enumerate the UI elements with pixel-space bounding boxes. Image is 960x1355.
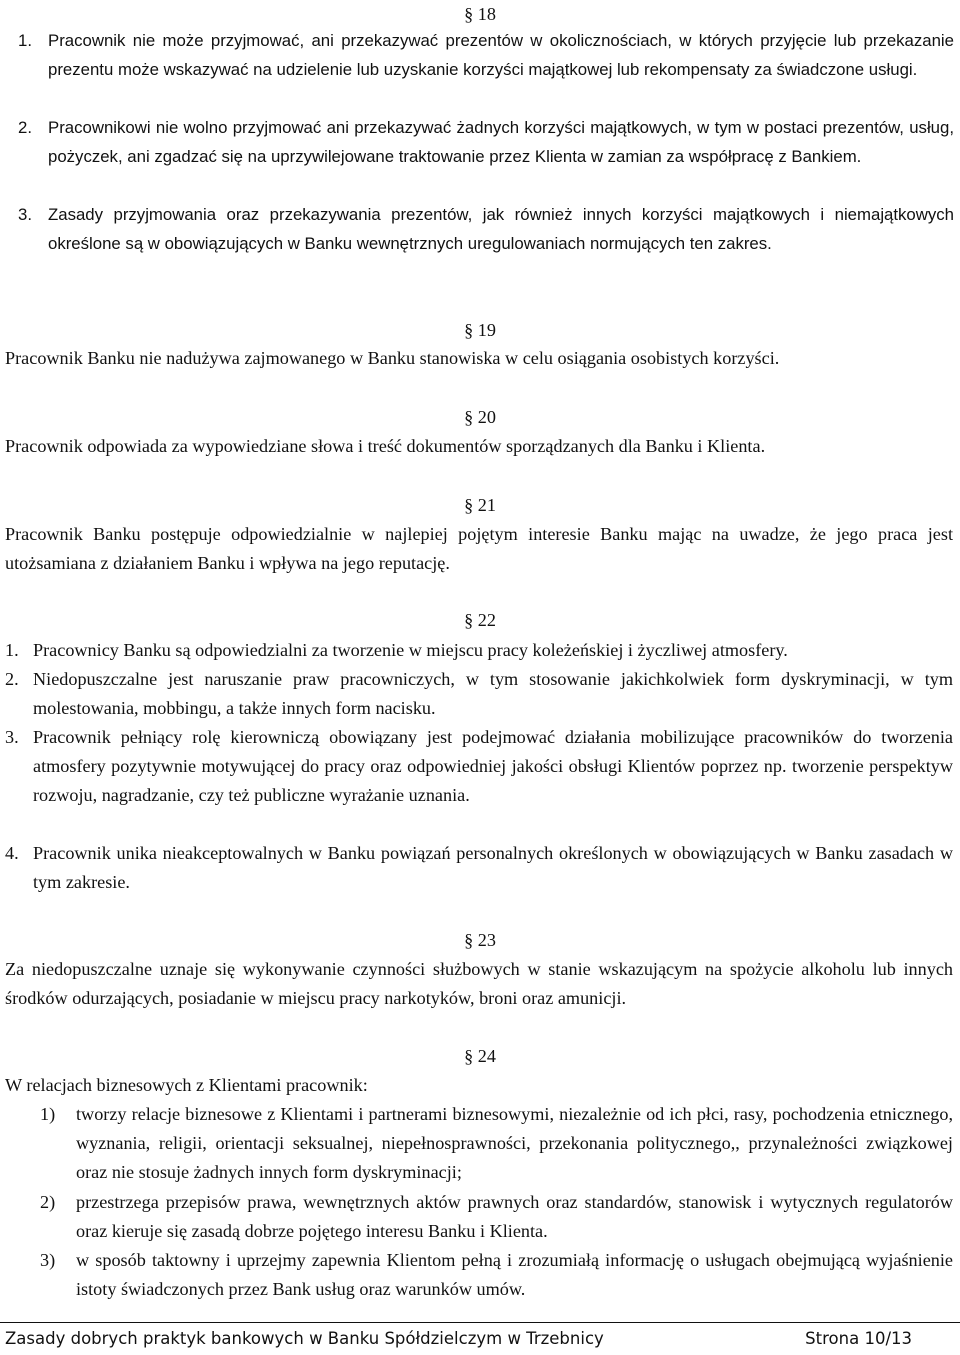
section-18-heading: § 18 — [464, 4, 496, 24]
section-21-text: Pracownik Banku postępuje odpowiedzialnie w najlepiej pojętym interesie Banku mając na uwadze, że jego praca jest utożsamiana z działaniem Banku i wpływa na jego reputację. — [5, 524, 953, 573]
section-19-heading: § 19 — [464, 320, 496, 340]
item-text: w sposób taktowny i uprzejmy zapewnia Klientom pełną i zrozumiałą informację o usługach obejmującą wyjaśnienie istoty świadczonych przez Bank usług oraz warunków umów. — [76, 1250, 953, 1299]
item-text: Zasady przyjmowania oraz przekazywania prezentów, jak również innych korzyści majątkowych i niemajątkowych określone są w obowiązujących w Banku wewnętrznych uregulowaniach normujących ten zakres. — [48, 205, 954, 253]
item-text: Pracownik nie może przyjmować, ani przekazywać prezentów w okolicznościach, w których przyjęcie lub przekazanie prezentu może wskazywać na udzielenie lub uzyskanie korzyści majątkowej lub rekompensaty za świadczone usługi. — [48, 31, 954, 79]
item-text: tworzy relacje biznesowe z Klientami i partnerami biznesowymi, niezależnie od ich płci, rasy, pochodzenia etnicznego, wyznania, religii, orientacji seksualnej, niepełnosprawności, przekonania politycznego,, przynależności związkowej oraz nie stosuje żadnych innych form dyskryminacji; — [76, 1104, 953, 1182]
item-number: 4. — [5, 843, 19, 863]
section-24-heading: § 24 — [464, 1046, 496, 1066]
item-number: 3) — [40, 1250, 56, 1270]
s22-item-2 — [5, 665, 955, 725]
s18-item-3 — [18, 200, 955, 290]
item-text: Pracownicy Banku są odpowiedzialni za tworzenie w miejscu pracy koleżeńskiej i życzliwej atmosfery. — [33, 640, 788, 660]
s22-item-3 — [5, 723, 955, 843]
section-20-text: Pracownik odpowiada za wypowiedziane słowa i treść dokumentów sporządzanych dla Banku i Klienta. — [5, 436, 766, 456]
item-text: Niedopuszczalne jest naruszanie praw pracowniczych, w tym stosowanie jakichkolwiek form dyskryminacji, w tym molestowania, mobbingu, a także innych form nacisku. — [33, 669, 953, 718]
s24-item-2 — [40, 1188, 955, 1248]
item-number: 1. — [18, 31, 32, 50]
item-number: 3. — [18, 205, 32, 224]
section-19-text: Pracownik Banku nie nadużywa zajmowanego w Banku stanowiska w celu osiągania osobistych korzyści. — [5, 348, 780, 368]
item-text: Pracownikowi nie wolno przyjmować ani przekazywać żadnych korzyści majątkowych, w tym w postaci prezentów, usług, pożyczek, ani zgadzać się na uprzywilejowane traktowanie przez Klienta w zamian za współpracę z Bankiem. — [48, 118, 954, 166]
item-text: Pracownik unika nieakceptowalnych w Banku powiązań personalnych określonych w obowiązujących w Banku zasadach w tym zakresie. — [33, 843, 953, 892]
item-number: 2) — [40, 1192, 56, 1212]
item-text: przestrzega przepisów prawa, wewnętrznych aktów prawnych oraz standardów, stanowisk i wytycznych regulatorów oraz kieruje się zasadą dobrze pojętego interesu Banku i Klienta. — [76, 1192, 953, 1241]
section-23-heading: § 23 — [464, 930, 496, 950]
s24-item-3 — [40, 1246, 955, 1306]
section-23-text: Za niedopuszczalne uznaje się wykonywanie czynności służbowych w stanie wskazującym na spożycie alkoholu lub innych środków odurzających, posiadanie w miejscu pracy narkotyków, broni oraz amunicji. — [5, 959, 953, 1008]
page-footer — [0, 1322, 960, 1355]
item-number: 2. — [5, 669, 19, 689]
section-21-heading: § 21 — [464, 495, 496, 515]
s18-item-2 — [18, 113, 955, 203]
item-text: Pracownik pełniący rolę kierowniczą obowiązany jest podejmować działania mobilizujące pracowników do tworzenia atmosfery pozytywnie motywującej do pracy oraz odpowiedniej jakości obsługi Klientów poprzez np. tworzenie perspektyw rozwoju, nagradzanie, czy też publiczne wyrażanie uznania. — [33, 727, 953, 805]
item-number: 1) — [40, 1104, 56, 1124]
item-number: 3. — [5, 727, 19, 747]
section-22-heading: § 22 — [464, 610, 496, 630]
item-number: 2. — [18, 118, 32, 137]
footer-page-number: Strona 10/13 — [805, 1329, 912, 1348]
section-20-heading: § 20 — [464, 407, 496, 427]
s22-item-4 — [5, 839, 955, 899]
section-24-intro: W relacjach biznesowych z Klientami pracownik: — [5, 1075, 368, 1095]
s24-item-1 — [40, 1100, 955, 1190]
footer-document-title: Zasady dobrych praktyk bankowych w Banku Spółdzielczym w Trzebnicy — [5, 1329, 604, 1348]
item-number: 1. — [5, 640, 19, 660]
s18-item-1 — [18, 26, 955, 116]
s22-item-1 — [5, 636, 955, 666]
